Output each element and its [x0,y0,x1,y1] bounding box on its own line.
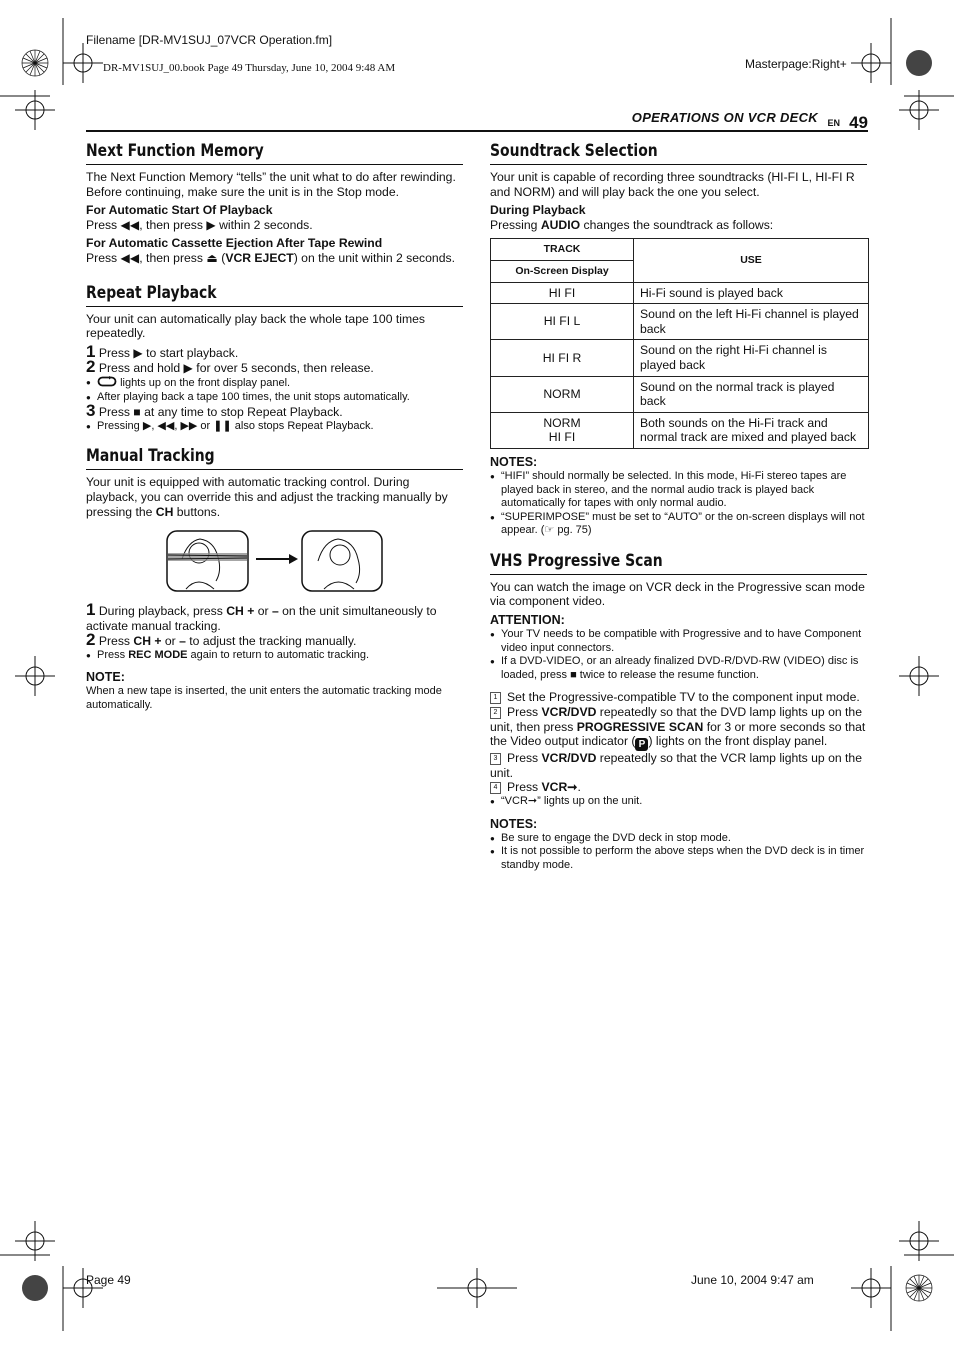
tracking-bullet: ● Press REC MODE again to return to automatic tracking. [86,649,463,663]
nfm-eject-text: Press ◀◀, then press ⏏ (VCR EJECT) on the unit within 2 seconds. [86,250,455,265]
table-row: HI FI Hi-Fi sound is played back [491,282,869,304]
table-head-use: USE [634,239,869,282]
progressive-intro: You can watch the image on VCR deck in the Progressive scan mode via component video. [490,579,865,609]
tracking-note-text: When a new tape is inserted, the unit enters the automatic tracking mode automatically. [86,685,442,712]
nfm-intro: The Next Function Memory “tells” the unit what to do after rewinding. Before continuing, make sure the unit is in the Stop mode. [86,170,456,199]
progressive-step-4: 4 Press VCR➞. [490,780,867,795]
progressive-attention-title: ATTENTION: [490,613,565,628]
progressive-attention-2: ● If a DVD-VIDEO, or an already finalized DVD-R/DVD-RW (VIDEO) disc is loaded, press ■ twice to release the resume function. [490,655,867,682]
progressive-note-2: ● It is not possible to perform the above steps when the DVD deck is in timer standby mode. [490,845,867,872]
nfm-auto-play-text: Press ◀◀, then press ▶ within 2 seconds. [86,217,313,232]
section-heading-progressive: VHS Progressive Scan [490,550,663,571]
repeat-bullet-2: ● After playing back a tape 100 times, the unit stops automatically. [86,391,463,405]
right-column [490,138,867,872]
footer-page: Page 49 [86,1273,131,1287]
repeat-step-2: 2 Press and hold ▶ for over 5 seconds, then release. [86,357,374,377]
progressive-step-4-bullet: ● “VCR➞” lights up on the unit. [490,795,867,809]
repeat-bullet-1: ● lights up on the front display panel. [86,376,463,391]
tracking-intro: Your unit is equipped with automatic tracking control. During playback, you can override this and adjust the tracking manually by pressing the CH buttons. [86,475,448,519]
section-heading-soundtrack: Soundtrack Selection [490,141,658,161]
language-tag: EN [827,118,840,128]
table-row: NORM Sound on the normal track is played back [491,376,869,412]
tv-screens-illustration [86,529,463,595]
section-heading-nfm: Next Function Memory [86,141,264,161]
progressive-indicator-icon: P [635,738,648,751]
tracking-step-1: 1 During playback, press CH + or – on the unit simultaneously to activate manual tracking. [86,600,437,633]
tracking-note-title: NOTE: [86,670,125,685]
soundtrack-table [490,238,869,449]
table-head-osd: On-Screen Display [491,260,634,282]
page-number: 49 [849,113,868,132]
section-heading-repeat: Repeat Playback [86,282,217,303]
left-column [86,138,463,713]
progressive-notes-title: NOTES: [490,816,538,831]
table-head-track: TRACK [491,239,634,261]
print-masterpage: Masterpage:Right+ [745,57,847,71]
soundtrack-notes-title: NOTES: [490,454,538,469]
progressive-step-1: 1 Set the Progressive-compatible TV to the component input mode. [490,690,867,705]
progressive-attention-1: ● Your TV needs to be compatible with Progressive and to have Component video input connectors. [490,628,867,655]
print-filename: Filename [DR-MV1SUJ_07VCR Operation.fm] [86,33,333,47]
progressive-step-3: 3 Press VCR/DVD repeatedly so that the VCR lamp lights up on the unit. [490,751,862,780]
progressive-note-1: ● Be sure to engage the DVD deck in stop mode. [490,832,867,846]
table-row: NORM HI FI Both sounds on the Hi-Fi track and normal track are mixed and played back [491,412,869,448]
soundtrack-note-1: ● “HIFI” should normally be selected. In this mode, Hi-Fi stereo tapes are played back in stereo, and the normal audio track is played back automatically for tapes with only normal audio. [490,470,867,511]
nfm-eject-title: For Automatic Cassette Ejection After Tape Rewind [86,236,383,251]
table-row: HI FI R Sound on the right Hi-Fi channel is played back [491,340,869,376]
table-row: HI FI L Sound on the left Hi-Fi channel is played back [491,304,869,340]
repeat-step-3: 3 Press ■ at any time to stop Repeat Playback. [86,401,343,421]
progressive-step-2: 2 Press VCR/DVD repeatedly so that the DVD lamp lights up on the unit, then press PROGRESSIVE SCAN for 3 or more seconds so that the Video output indicator ( P ) lights on the front display panel. [490,705,866,751]
repeat-bullet-3: ● Pressing ▶, ◀◀, ▶▶ or ❚❚ also stops Repeat Playback. [86,420,463,434]
repeat-step-1: 1 Press ▶ to start playback. [86,341,239,361]
repeat-intro: Your unit can automatically play back the whole tape 100 times repeatedly. [86,311,425,341]
section-title: OPERATIONS ON VCR DECK [631,110,818,125]
soundtrack-during-text: Pressing AUDIO changes the soundtrack as follows: [490,217,774,232]
soundtrack-intro: Your unit is capable of recording three soundtracks (HI-FI L, HI-FI R and NORM) and will play back the one you select. [490,170,855,199]
tracking-illustration [86,529,463,595]
section-heading-tracking: Manual Tracking [86,446,215,467]
nfm-auto-play-title: For Automatic Start Of Playback [86,203,273,218]
page-header [86,108,868,132]
footer-date: June 10, 2004 9:47 am [691,1273,814,1287]
repeat-icon [97,376,117,387]
print-book-line: DR-MV1SUJ_00.book Page 49 Thursday, June 10, 2004 9:48 AM [103,62,396,74]
tracking-step-2: 2 Press CH + or – to adjust the tracking manually. [86,630,357,650]
soundtrack-during-title: During Playback [490,203,586,218]
soundtrack-note-2: ● “SUPERIMPOSE” must be set to “AUTO” or the on-screen displays will not appear. (☞ pg. 75) [490,511,867,538]
